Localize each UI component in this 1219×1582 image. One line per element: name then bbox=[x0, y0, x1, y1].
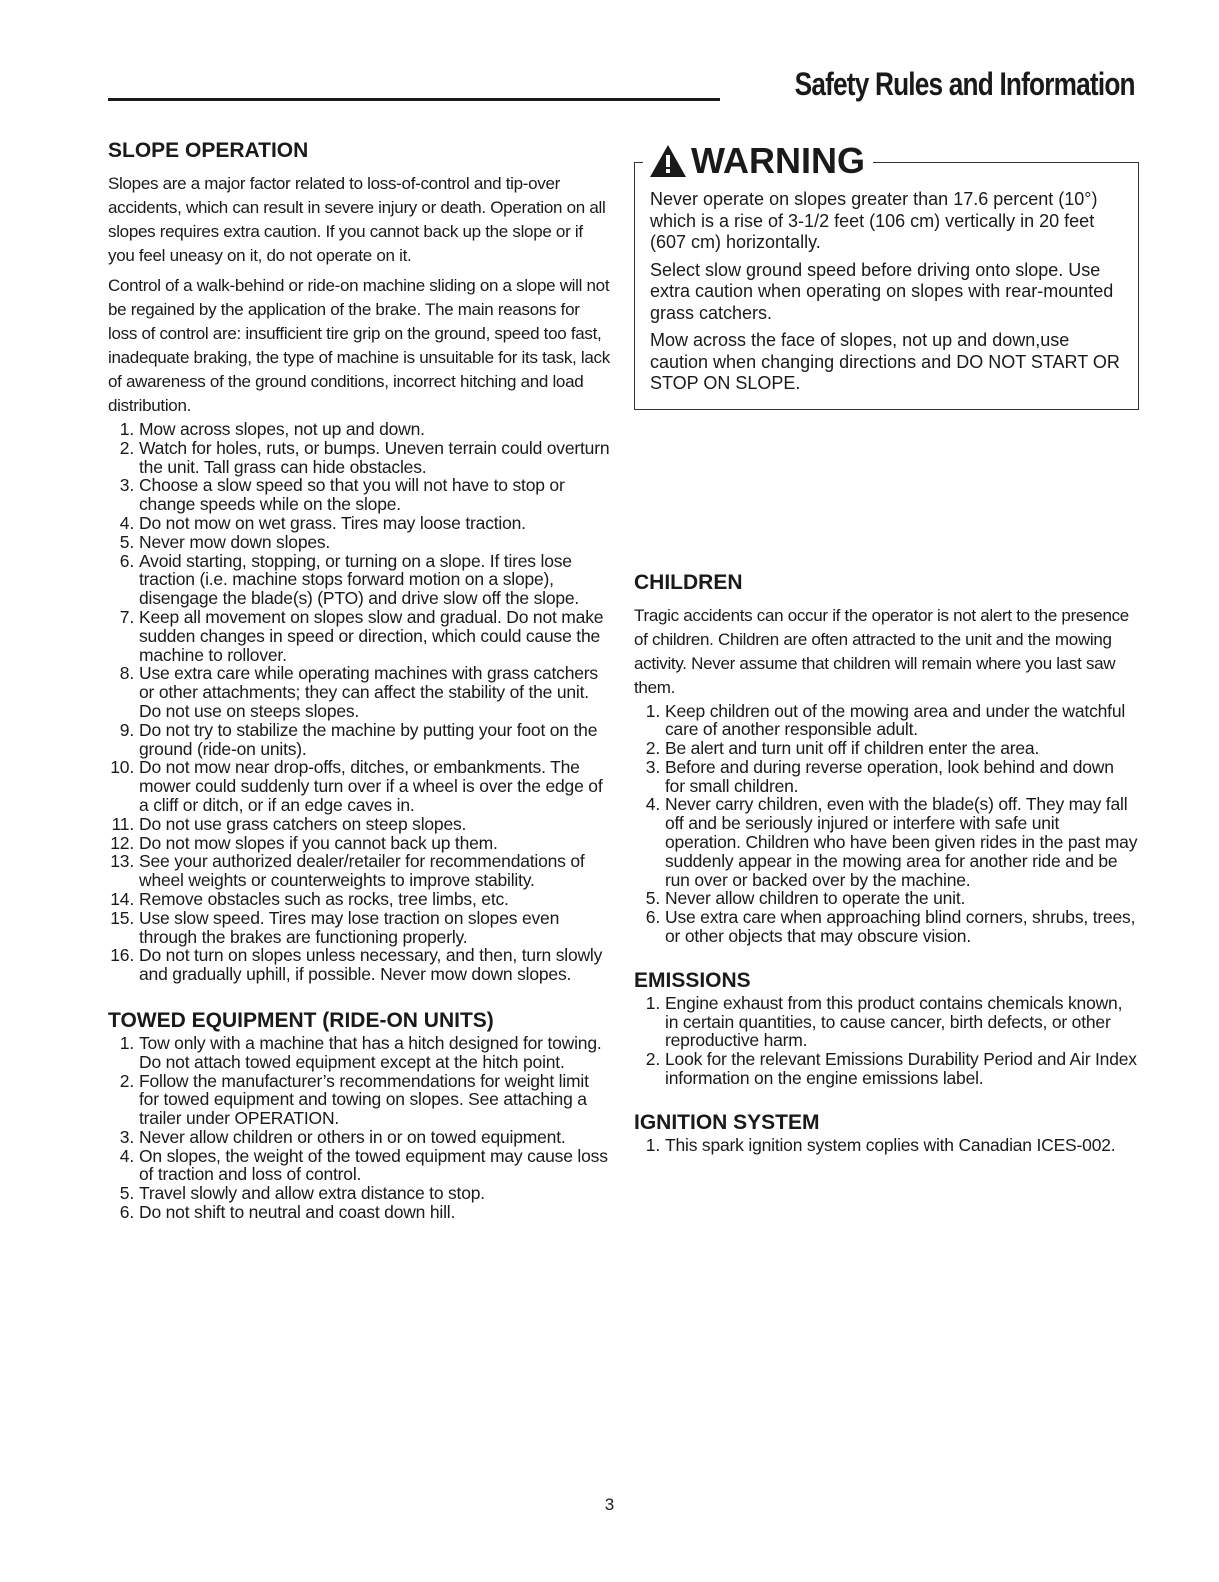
list-item bbox=[108, 1203, 610, 1222]
list-item-number: 5. bbox=[119, 1183, 134, 1204]
list-item-number: 14. bbox=[110, 888, 134, 909]
list-item-text: Do not shift to neutral and coast down hill. bbox=[139, 1202, 456, 1223]
list-item bbox=[108, 664, 610, 720]
slope-para-1: Slopes are a major factor related to loss-of-control and tip-over accidents, which can result in severe injury or death. Operation on all slopes requires extra caution. If you cannot back up the slope or if you feel uneasy on it, do not operate on it. bbox=[108, 174, 606, 265]
list-item-text: See your authorized dealer/retailer for recommendations of wheel weights or counterweights to improve stability. bbox=[139, 851, 585, 891]
warning-para-3: Mow across the face of slopes, not up and down,use caution when changing directions and DO NOT START OR STOP ON SLOPE. bbox=[650, 330, 1120, 393]
list-item bbox=[108, 552, 610, 608]
list-item bbox=[108, 1128, 610, 1147]
list-item bbox=[108, 1072, 610, 1128]
list-item-text: Keep children out of the mowing area and under the watchful care of another responsible adult. bbox=[665, 700, 1126, 740]
list-item-text: Use extra care while operating machines with grass catchers or other attachments; they can affect the stability of the unit. Do not use on steeps slopes. bbox=[139, 663, 598, 721]
list-item-text: Do not mow on wet grass. Tires may loose traction. bbox=[139, 512, 526, 533]
list-item-text: Before and during reverse operation, look behind and down for small children. bbox=[665, 756, 1114, 796]
list-item bbox=[108, 890, 610, 909]
towed-heading: TOWED EQUIPMENT (RIDE-ON UNITS) bbox=[108, 1008, 494, 1032]
list-item bbox=[108, 834, 610, 853]
list-item-number: 7. bbox=[119, 606, 134, 627]
list-item-number: 2. bbox=[119, 437, 134, 458]
list-item-number: 3. bbox=[119, 475, 134, 496]
slope-para-2: Control of a walk-behind or ride-on machine sliding on a slope will not be regained by the application of the brake. The main reasons for loss of control are: insufficient tire grip on the ground, speed too fast, inadequate braking, the type of machine is unsuitable for its task, lack of awareness of the ground conditions, incorrect hitching and load distribution. bbox=[108, 276, 610, 415]
list-item-text: Tow only with a machine that has a hitch designed for towing. Do not attach towed equipment except at the hitch point. bbox=[139, 1032, 602, 1072]
list-item-number: 16. bbox=[110, 945, 134, 966]
list-item-number: 5. bbox=[119, 531, 134, 552]
list-item-number: 1. bbox=[645, 1134, 660, 1155]
list-item-text: Mow across slopes, not up and down. bbox=[139, 419, 425, 439]
list-item-number: 10. bbox=[110, 757, 134, 778]
warning-label: WARNING bbox=[691, 140, 865, 181]
list-item-text: Use extra care when approaching blind corners, shrubs, trees, or other objects that may obscure vision. bbox=[665, 907, 1136, 947]
towed-list bbox=[108, 1034, 610, 1222]
children-list bbox=[634, 702, 1138, 946]
list-item-text: Remove obstacles such as rocks, tree limbs, etc. bbox=[139, 888, 509, 909]
list-item bbox=[634, 908, 1138, 946]
list-item bbox=[634, 1050, 1138, 1088]
list-item-number: 6. bbox=[119, 550, 134, 571]
list-item bbox=[108, 1184, 610, 1203]
list-item bbox=[634, 994, 1138, 1050]
list-item bbox=[634, 702, 1138, 740]
emissions-heading: EMISSIONS bbox=[634, 968, 751, 992]
list-item-text: Avoid starting, stopping, or turning on a slope. If tires lose traction (i.e. machine stops forward motion on a slope), disengage the blade(s) (PTO) and drive slow off the slope. bbox=[139, 550, 580, 609]
list-item-number: 1. bbox=[645, 992, 660, 1013]
warning-header bbox=[643, 139, 873, 183]
list-item bbox=[634, 739, 1138, 758]
list-item-number: 6. bbox=[645, 907, 660, 928]
list-item-text: Travel slowly and allow extra distance to stop. bbox=[139, 1183, 485, 1204]
list-item-number: 8. bbox=[119, 663, 134, 684]
list-item-number: 4. bbox=[119, 1145, 134, 1166]
list-item bbox=[108, 533, 610, 552]
list-item bbox=[108, 608, 610, 664]
list-item bbox=[108, 439, 610, 477]
list-item bbox=[108, 1034, 610, 1072]
list-item-number: 3. bbox=[119, 1126, 134, 1147]
left-column bbox=[108, 138, 610, 1222]
list-item-text: On slopes, the weight of the towed equipment may cause loss of traction and loss of control. bbox=[139, 1145, 608, 1185]
list-item-text: Do not mow near drop-offs, ditches, or embankments. The mower could suddenly turn over if a wheel is over the edge of a cliff or ditch, or if an edge caves in. bbox=[139, 757, 603, 815]
list-item-text: Do not turn on slopes unless necessary, and then, turn slowly and gradually uphill, if possible. Never mow down slopes. bbox=[139, 945, 603, 985]
page-number: 3 bbox=[604, 1495, 615, 1514]
list-item bbox=[108, 946, 610, 984]
list-item-number: 13. bbox=[110, 851, 134, 872]
list-item-number: 1. bbox=[119, 419, 134, 439]
warning-box bbox=[634, 140, 1139, 410]
list-item-text: Never carry children, even with the blade(s) off. They may fall off and be seriously injured or interfere with safe unit operation. Children who have been given rides in the past may suddenly appear in the mowing area for another ride and be run over or backed over by the machine. bbox=[665, 794, 1138, 890]
warning-para-1: Never operate on slopes greater than 17.6 percent (10°) which is a rise of 3-1/2 feet (106 cm) vertically in 20 feet (607 cm) horizontally. bbox=[650, 189, 1098, 252]
list-item-text: Look for the relevant Emissions Durability Period and Air Index information on the engine emissions label. bbox=[665, 1049, 1137, 1089]
list-item bbox=[108, 758, 610, 814]
list-item bbox=[634, 889, 1138, 908]
list-item-text: Never allow children to operate the unit. bbox=[665, 888, 966, 909]
warning-para-2: Select slow ground speed before driving onto slope. Use extra caution when operating on slopes with rear-mounted grass catchers. bbox=[650, 259, 1114, 323]
list-item-text: Never mow down slopes. bbox=[139, 531, 331, 552]
list-item-text: Keep all movement on slopes slow and gradual. Do not make sudden changes in speed or direction, which could cause the machine to rollover. bbox=[139, 606, 604, 665]
list-item bbox=[108, 420, 610, 439]
list-item-text: Follow the manufacturer’s recommendations for weight limit for towed equipment and towing on slopes. See attaching a trailer under OPERATION. bbox=[139, 1070, 589, 1129]
list-item bbox=[108, 476, 610, 514]
list-item bbox=[108, 721, 610, 759]
list-item-text: Never allow children or others in or on towed equipment. bbox=[139, 1126, 566, 1147]
slope-heading: SLOPE OPERATION bbox=[108, 139, 309, 162]
list-item-number: 12. bbox=[110, 832, 134, 853]
list-item bbox=[108, 815, 610, 834]
list-item-text: Do not try to stabilize the machine by putting your foot on the ground (ride-on units). bbox=[139, 719, 598, 759]
list-item-number: 15. bbox=[110, 907, 134, 928]
list-item-text: Do not mow slopes if you cannot back up them. bbox=[139, 832, 498, 853]
list-item-number: 11. bbox=[111, 813, 134, 834]
emissions-list bbox=[634, 994, 1138, 1088]
list-item-number: 2. bbox=[119, 1070, 134, 1091]
list-item bbox=[634, 795, 1138, 889]
list-item bbox=[108, 909, 610, 947]
slope-list bbox=[108, 420, 610, 984]
list-item-text: Be alert and turn unit off if children enter the area. bbox=[665, 738, 1040, 759]
list-item-number: 3. bbox=[645, 756, 660, 777]
list-item-text: Choose a slow speed so that you will not have to stop or change speeds while on the slope. bbox=[139, 475, 565, 515]
list-item-number: 1. bbox=[645, 700, 660, 721]
list-item-number: 2. bbox=[645, 738, 660, 759]
ignition-heading: IGNITION SYSTEM bbox=[634, 1110, 820, 1134]
list-item bbox=[108, 1147, 610, 1185]
list-item-number: 6. bbox=[119, 1202, 134, 1223]
list-item-text: This spark ignition system coplies with Canadian ICES-002. bbox=[665, 1134, 1116, 1155]
list-item-number: 5. bbox=[645, 888, 660, 909]
list-item-text: Watch for holes, ruts, or bumps. Uneven terrain could overturn the unit. Tall grass can hide obstacles. bbox=[139, 437, 610, 477]
list-item-number: 2. bbox=[645, 1049, 660, 1070]
list-item-text: Do not use grass catchers on steep slopes. bbox=[139, 813, 467, 834]
list-item-number: 9. bbox=[119, 719, 134, 740]
list-item-number: 4. bbox=[119, 512, 134, 533]
list-item bbox=[634, 1136, 1138, 1155]
list-item-text: Use slow speed. Tires may lose traction on slopes even through the brakes are functioning properly. bbox=[139, 907, 560, 947]
list-item bbox=[108, 514, 610, 533]
children-heading: CHILDREN bbox=[634, 570, 743, 594]
children-para: Tragic accidents can occur if the operator is not alert to the presence of children. Children are often attracted to the unit and the mowing activity. Never assume that children will remain where you last saw them. bbox=[634, 605, 1129, 697]
list-item-number: 4. bbox=[645, 794, 660, 815]
warning-triangle-icon bbox=[649, 144, 687, 178]
ignition-list bbox=[634, 1136, 1138, 1155]
list-item bbox=[108, 852, 610, 890]
page-title: Safety Rules and Information bbox=[794, 66, 1135, 102]
header-rule bbox=[108, 98, 720, 101]
list-item-text: Engine exhaust from this product contains chemicals known, in certain quantities, to cause cancer, birth defects, or other reproductive harm. bbox=[665, 992, 1123, 1051]
list-item bbox=[634, 758, 1138, 796]
list-item-number: 1. bbox=[119, 1032, 134, 1053]
right-column bbox=[634, 138, 1138, 1155]
